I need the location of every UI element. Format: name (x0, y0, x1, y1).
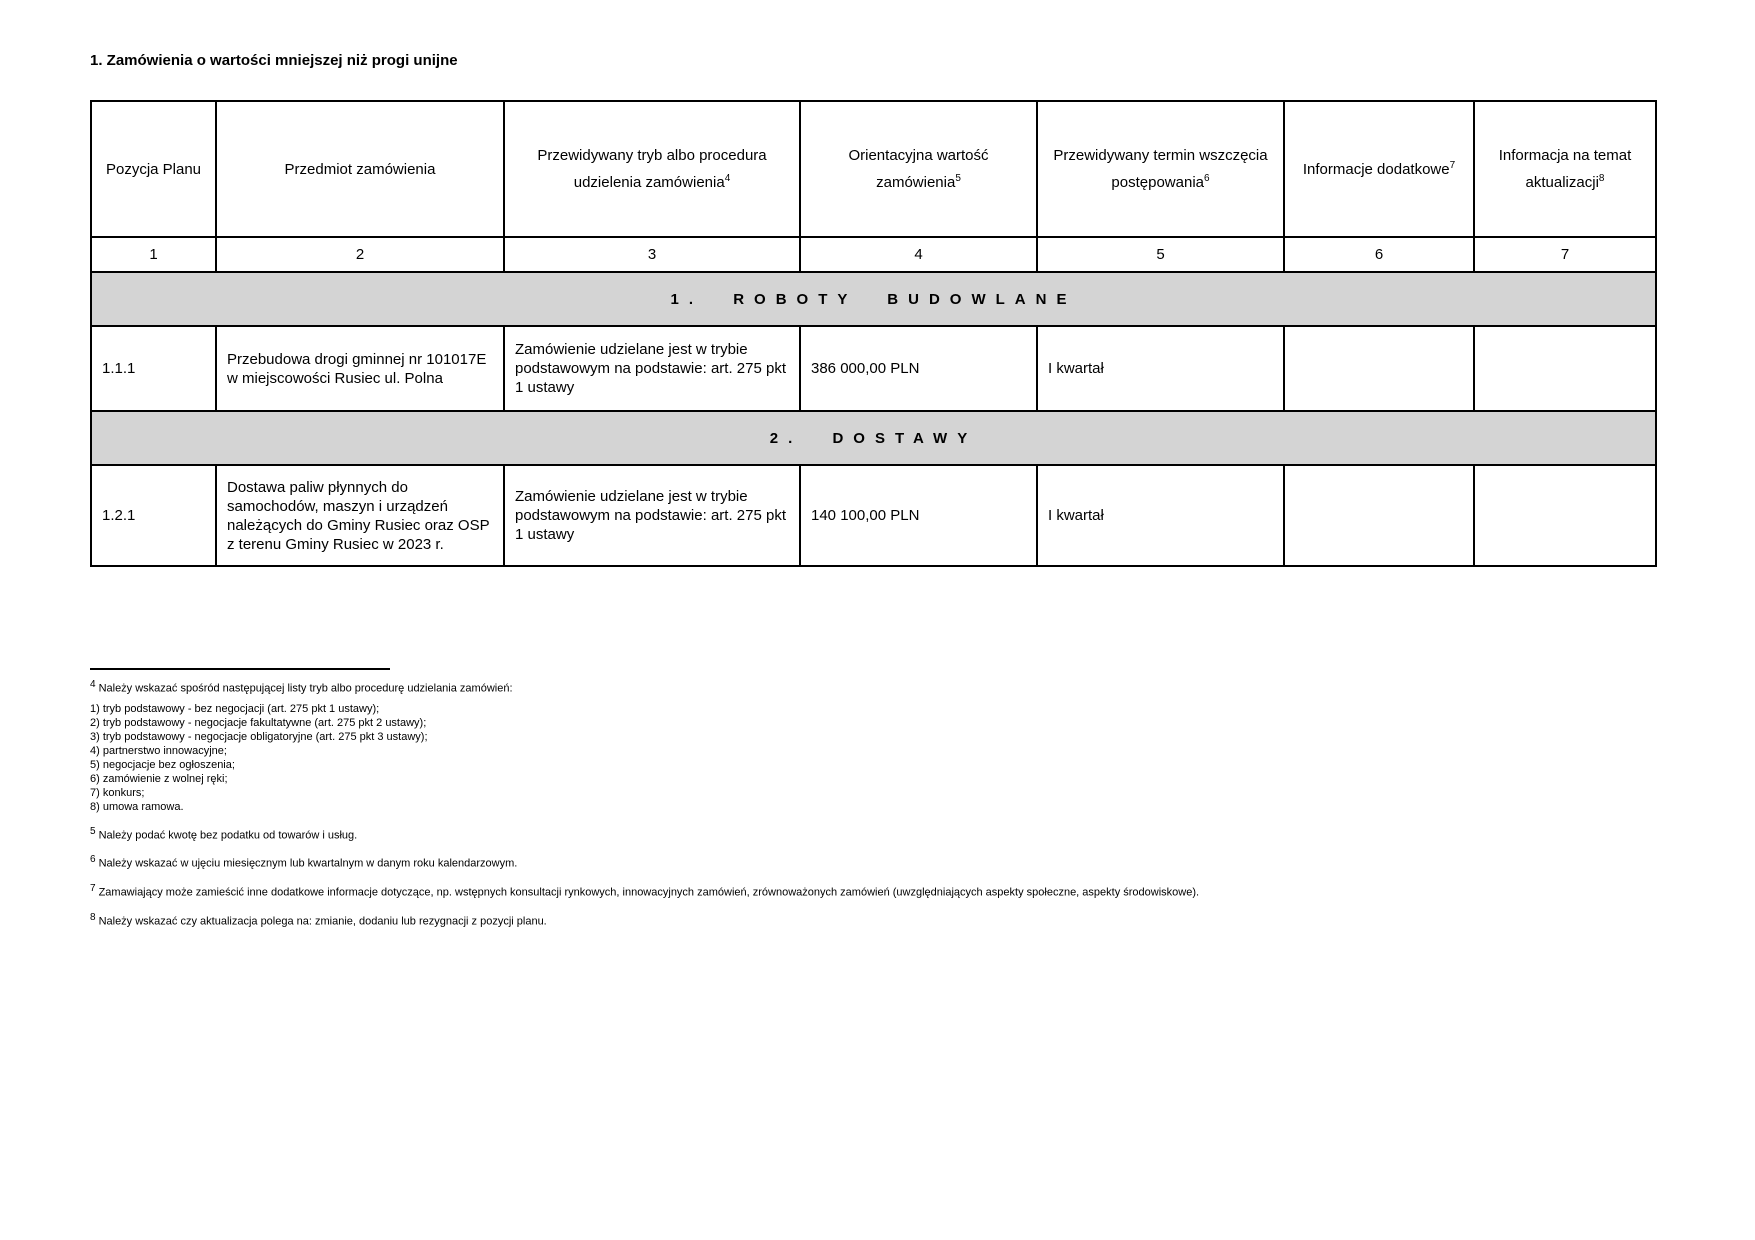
column-number: 6 (1284, 237, 1474, 272)
footnote-4-item: 3) tryb podstawowy - negocjacje obligatoryjne (art. 275 pkt 3 ustawy); (90, 730, 428, 743)
section-band-label: 2. DOSTAWY (91, 411, 1656, 465)
header-przedmiot-zamowienia (216, 101, 504, 237)
footnote-text: Należy wskazać spośród następującej listy tryb albo procedurę udzielania zamówień: (98, 682, 513, 695)
footnote-4-item: 2) tryb podstawowy - negocjacje fakultatywne (art. 275 pkt 2 ustawy); (90, 716, 427, 729)
column-number: 3 (504, 237, 800, 272)
column-number-row (91, 237, 1656, 272)
header-label: Orientacyjna wartość zamówienia (848, 147, 989, 191)
table-row (91, 465, 1656, 566)
footnote-4-item: 7) konkurs; (90, 786, 145, 799)
footnote-text: Należy wskazać w ujęciu miesięcznym lub kwartalnym w danym roku kalendarzowym. (98, 857, 518, 870)
header-pozycja-planu (91, 101, 216, 237)
cell-tryb: Zamówienie udzielane jest w trybie podstawowym na podstawie: art. 275 pkt 1 ustawy (504, 465, 800, 566)
cell-pozycja-planu: 1.2.1 (91, 465, 216, 566)
footnote-ref: 4 (724, 173, 731, 184)
header-label: Informacje dodatkowe (1302, 160, 1450, 178)
footnote-4-item: 8) umowa ramowa. (90, 800, 184, 813)
header-informacje-dodatkowe (1284, 101, 1474, 237)
header-label: Pozycja Planu (105, 160, 202, 178)
footnote-4-item: 1) tryb podstawowy - bez negocjacji (art. 275 pkt 1 ustawy); (90, 702, 380, 715)
footnote-marker: 8 (90, 911, 96, 923)
header-label: Informacja na temat aktualizacji (1498, 147, 1632, 191)
footnote-4-item: 5) negocjacje bez ogłoszenia; (90, 758, 235, 771)
cell-przedmiot: Przebudowa drogi gminnej nr 101017E w miejscowości Rusiec ul. Polna (216, 326, 504, 411)
footnote-text: Zamawiający może zamieścić inne dodatkowe informacje dotyczące, np. wstępnych konsultacji rynkowych, innowacyjnych zamówień, zrównoważonych zamówień (uwzględniających aspekty społeczne, aspekty środowiskowe). (98, 886, 1200, 899)
cell-tryb: Zamówienie udzielane jest w trybie podstawowym na podstawie: art. 275 pkt 1 ustawy (504, 326, 800, 411)
cell-wartosc: 140 100,00 PLN (800, 465, 1037, 566)
page-title: 1. Zamówienia o wartości mniejszej niż progi unijne (90, 52, 458, 69)
footnote-ref: 7 (1449, 159, 1456, 171)
section-band-label: 1. ROBOTY BUDOWLANE (91, 272, 1656, 326)
header-informacja-aktualizacji (1474, 101, 1656, 237)
footnote-5 (90, 825, 1510, 843)
cell-pozycja-planu: 1.1.1 (91, 326, 216, 411)
cell-aktualizacja (1474, 326, 1656, 411)
column-number: 4 (800, 237, 1037, 272)
procurement-plan-table (90, 100, 1657, 567)
footnote-8 (90, 911, 1510, 929)
footnote-text: Należy wskazać czy aktualizacja polega na: zmianie, dodaniu lub rezygnacji z pozycji planu. (98, 915, 547, 928)
section-band-roboty-budowlane (91, 272, 1656, 326)
cell-informacje-dodatkowe (1284, 326, 1474, 411)
cell-informacje-dodatkowe (1284, 465, 1474, 566)
table-row (91, 326, 1656, 411)
footnote-marker: 5 (90, 825, 96, 837)
footnote-6 (90, 853, 1510, 871)
table-header-row (91, 101, 1656, 237)
footnote-marker: 4 (90, 679, 96, 690)
column-number: 2 (216, 237, 504, 272)
footnote-4-item: 4) partnerstwo innowacyjne; (90, 744, 227, 757)
footnote-7 (90, 882, 1510, 900)
header-termin-wszczecia (1037, 101, 1284, 237)
cell-termin: I kwartał (1037, 326, 1284, 411)
cell-przedmiot: Dostawa paliw płynnych do samochodów, maszyn i urządzeń należących do Gminy Rusiec oraz OSP z terenu Gminy Rusiec w 2023 r. (216, 465, 504, 566)
footnote-ref: 6 (1204, 173, 1210, 184)
footnote-ref: 5 (955, 173, 961, 184)
cell-termin: I kwartał (1037, 465, 1284, 566)
footnote-4 (90, 678, 1510, 696)
header-label: Przewidywany termin wszczęcia postępowania (1053, 147, 1268, 191)
cell-aktualizacja (1474, 465, 1656, 566)
footnote-ref: 8 (1598, 173, 1605, 184)
footnote-4-item: 6) zamówienie z wolnej ręki; (90, 772, 228, 785)
footnote-text: Należy podać kwotę bez podatku od towarów i usług. (98, 829, 358, 842)
column-number: 7 (1474, 237, 1656, 272)
footnote-marker: 6 (90, 854, 96, 866)
cell-wartosc: 386 000,00 PLN (800, 326, 1037, 411)
header-label: Przewidywany tryb albo procedura udzielenia zamówienia (537, 147, 767, 191)
column-number: 1 (91, 237, 216, 272)
column-number: 5 (1037, 237, 1284, 272)
footnotes-section (90, 668, 1510, 928)
header-orientacyjna-wartosc (800, 101, 1037, 237)
section-band-dostawy (91, 411, 1656, 465)
footnote-separator-line (90, 668, 390, 670)
header-label: Przedmiot zamówienia (284, 160, 436, 178)
footnote-marker: 7 (90, 882, 96, 894)
header-tryb-procedura (504, 101, 800, 237)
